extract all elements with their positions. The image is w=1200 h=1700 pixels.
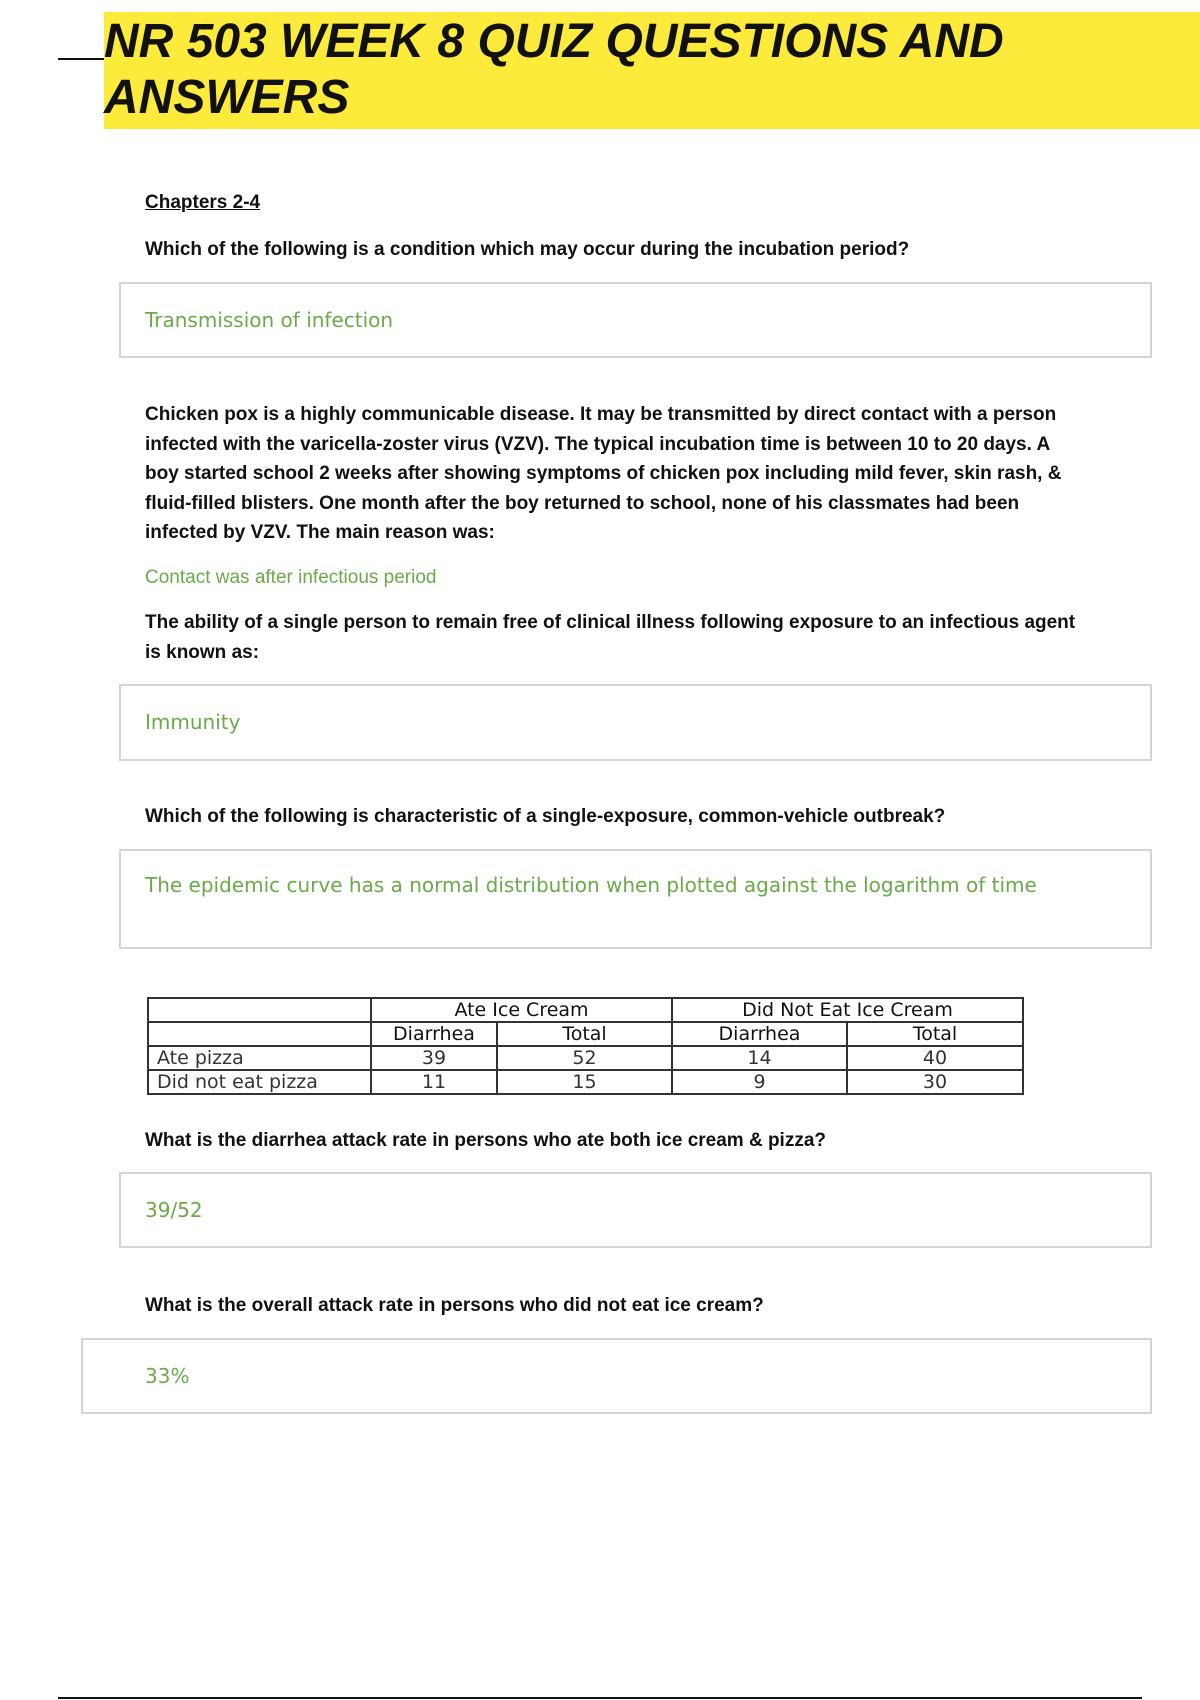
section-heading: Chapters 2-4 bbox=[145, 192, 261, 213]
answer-3: Immunity bbox=[145, 710, 241, 734]
table-corner-cell bbox=[148, 998, 371, 1022]
table-sub-header: Total bbox=[497, 1022, 672, 1046]
table-row-label: Did not eat pizza bbox=[148, 1070, 371, 1094]
table-sub-header: Diarrhea bbox=[371, 1022, 497, 1046]
table-sub-header: Diarrhea bbox=[672, 1022, 847, 1046]
question-6: What is the overall attack rate in persons who did not eat ice cream? bbox=[145, 1295, 764, 1316]
table-cell: 11 bbox=[371, 1070, 497, 1094]
table-group-header-row bbox=[148, 998, 1023, 1022]
table-row-label: Ate pizza bbox=[148, 1046, 371, 1070]
table-group-header: Ate Ice Cream bbox=[371, 998, 672, 1022]
answer-4: The epidemic curve has a normal distribution when plotted against the logarithm of time bbox=[145, 873, 1037, 897]
question-4: Which of the following is characteristic of a single-exposure, common-vehicle outbreak? bbox=[145, 806, 946, 827]
table-cell: 15 bbox=[497, 1070, 672, 1094]
footer-rule bbox=[58, 1697, 1142, 1699]
question-1: Which of the following is a condition which may occur during the incubation period? bbox=[145, 239, 910, 260]
title-line-1: NR 503 WEEK 8 QUIZ QUESTIONS AND bbox=[104, 15, 1004, 68]
table-cell: 39 bbox=[371, 1046, 497, 1070]
question-5: What is the diarrhea attack rate in persons who ate both ice cream & pizza? bbox=[145, 1130, 827, 1151]
table-sub-header: Total bbox=[847, 1022, 1023, 1046]
question-2: Chicken pox is a highly communicable disease. It may be transmitted by direct contact with a person infected with the varicella-zoster virus (VZV). The typical incubation time is between 10 to 20 days. A boy started school 2 weeks after showing symptoms of chicken pox including mild fever, skin rash, & fluid-filled blisters. One month after the boy returned to school, none of his classmates had been infected by VZV. The main reason was: bbox=[145, 404, 1062, 543]
table-cell: 14 bbox=[672, 1046, 847, 1070]
answer-6: 33% bbox=[145, 1364, 190, 1388]
table-row bbox=[148, 1046, 1023, 1070]
attack-rate-table bbox=[147, 997, 1024, 1095]
answer-box-4 bbox=[119, 849, 1152, 949]
answer-2: Contact was after infectious period bbox=[145, 567, 437, 588]
table-sub-header-row bbox=[148, 1022, 1023, 1046]
answer-1: Transmission of infection bbox=[145, 308, 394, 332]
answer-5: 39/52 bbox=[145, 1198, 203, 1222]
question-3: The ability of a single person to remain free of clinical illness following exposure to an infectious agent is known as: bbox=[145, 612, 1076, 663]
table-cell: 52 bbox=[497, 1046, 672, 1070]
table-corner-cell bbox=[148, 1022, 371, 1046]
table-cell: 40 bbox=[847, 1046, 1023, 1070]
table-cell: 30 bbox=[847, 1070, 1023, 1094]
table-cell: 9 bbox=[672, 1070, 847, 1094]
table-row bbox=[148, 1070, 1023, 1094]
document-title bbox=[104, 14, 1104, 126]
title-line-2: ANSWERS bbox=[104, 71, 350, 124]
table-group-header: Did Not Eat Ice Cream bbox=[672, 998, 1023, 1022]
title-underline-rule bbox=[58, 58, 106, 60]
